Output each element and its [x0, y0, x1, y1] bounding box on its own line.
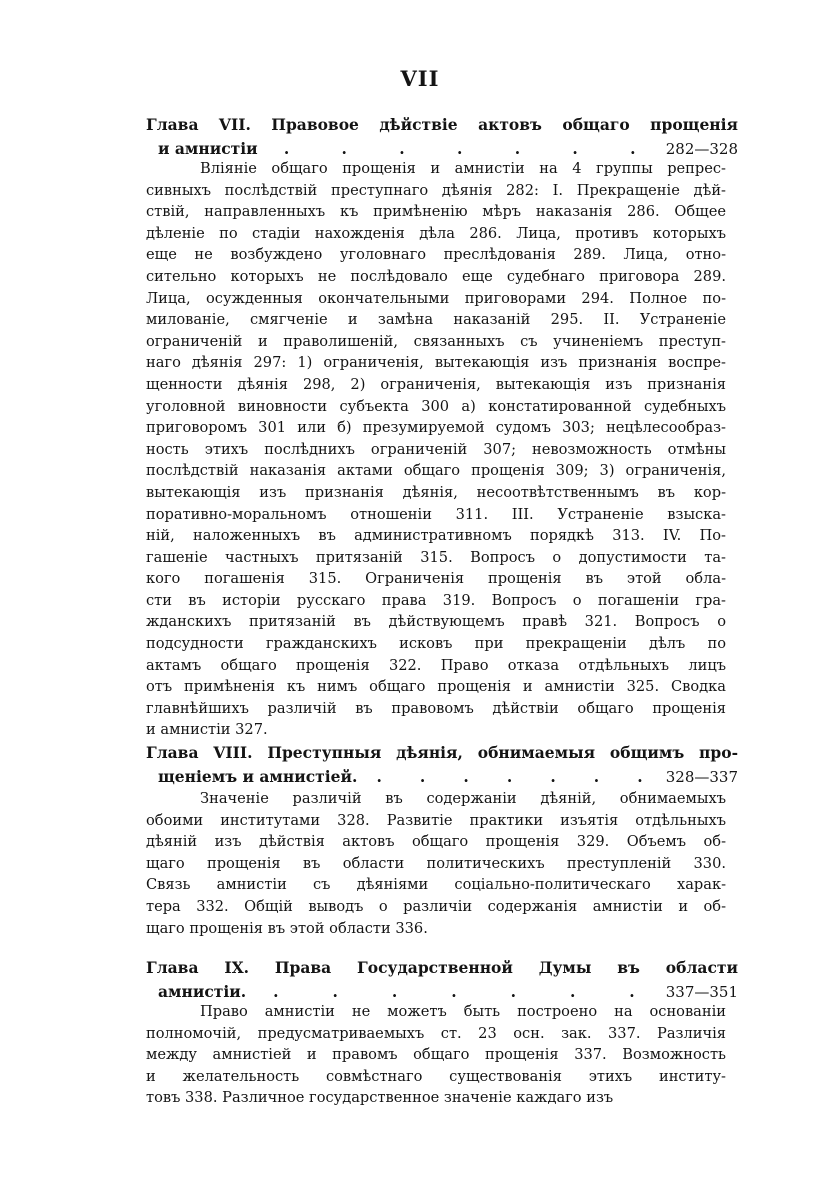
summary-line: дѣленіе по стадіи нахожденія дѣла 286. Лица, противъ которыхъ: [146, 224, 726, 242]
summary-line: наго дѣянія 297: 1) ограниченія, вытекающія изъ признанія воспре-: [146, 354, 726, 372]
dot-leader: . . . . . . .: [273, 982, 635, 1001]
summary-line: щаго прощенія въ этой области 336.: [146, 919, 428, 937]
summary-line: дѣяній изъ дѣйствія актовъ общаго прощенія 329. Объемъ об-: [146, 833, 726, 851]
summary-line: полномочій, предусматриваемыхъ ст. 23 осн. зак. 337. Различія: [146, 1024, 726, 1042]
summary-line: еще не возбуждено уголовнаго преслѣдованія 289. Лица, отно-: [146, 246, 726, 264]
chapter-summary: [146, 788, 726, 939]
chapter-summary: [146, 158, 726, 741]
summary-line: тера 332. Общій выводъ о различіи содержанія амнистіи и об-: [146, 897, 726, 915]
summary-line: сти въ исторіи русскаго права 319. Вопросъ о погашеніи гра-: [146, 591, 726, 609]
page-range: 328—337: [665, 768, 738, 786]
summary-line: щаго прощенія въ области политическихъ преступленій 330.: [146, 854, 726, 872]
page-folio: VII: [400, 66, 440, 91]
dot-leader: . . . . . . .: [283, 139, 636, 158]
summary-line: обоими институтами 328. Развитіе практики изъятія отдѣльныхъ: [146, 811, 726, 829]
chapter-title-tail: щеніемъ и амнистіей.: [158, 767, 358, 786]
chapter-summary: [146, 1001, 726, 1109]
summary-line: Вліяніе общаго прощенія и амнистіи на 4 группы репрес-: [200, 160, 726, 177]
chapter-title: Глава VII. Правовое дѣйствіе актовъ общаго прощенія: [146, 115, 738, 134]
summary-line: послѣдствій наказанія актами общаго прощенія 309; 3) ограниченія,: [146, 462, 726, 480]
summary-line: уголовной виновности субъекта 300 а) констатированной судебныхъ: [146, 397, 726, 415]
summary-line: сивныхъ послѣдствій преступнаго дѣянія 282: I. Прекращеніе дѣй-: [146, 181, 726, 199]
summary-line: Связь амнистіи съ дѣяніями соціально-политическаго харак-: [146, 876, 726, 894]
summary-line: поративно-моральномъ отношеніи 311. III. Устраненіе взыска-: [146, 505, 726, 523]
summary-line: Право амнистіи не можетъ быть построено на основаніи: [200, 1003, 726, 1020]
summary-line: и амнистіи 327.: [146, 721, 268, 739]
chapter-title-tail: амнистіи.: [158, 982, 247, 1001]
summary-line: приговоромъ 301 или б) презумируемой судомъ 303; нецѣлесообраз-: [146, 419, 726, 437]
summary-line: сительно которыхъ не послѣдовало еще судебнаго приговора 289.: [146, 267, 726, 285]
summary-line: подсудности гражданскихъ исковъ при прекращеніи дѣлъ по: [146, 635, 726, 653]
chapter-entry: [146, 956, 738, 1004]
page-range: 337—351: [665, 983, 738, 1001]
summary-line: главнѣйшихъ различій въ правовомъ дѣйствіи общаго прощенія: [146, 699, 726, 717]
summary-line: ограниченій и праволишеній, связанныхъ съ учиненіемъ преступ-: [146, 332, 726, 350]
summary-line: ность этихъ послѣднихъ ограниченій 307; невозможность отмѣны: [146, 440, 726, 458]
summary-line: ствій, направленныхъ къ примѣненію мѣръ наказанія 286. Общее: [146, 203, 726, 221]
dot-leader: . . . . . . .: [376, 767, 643, 786]
summary-line: Лица, осужденныя окончательными приговорами 294. Полное по-: [146, 289, 726, 307]
summary-line: щенности дѣянія 298, 2) ограниченія, вытекающія изъ признанія: [146, 375, 726, 393]
chapter-title: Глава VIII. Преступныя дѣянія, обнимаемыя общимъ про-: [146, 743, 738, 762]
summary-line: кого погашенія 315. Ограниченія прощенія въ этой обла-: [146, 570, 726, 588]
summary-line: ній, наложенныхъ въ административномъ порядкѣ 313. IV. По-: [146, 527, 726, 545]
summary-line: гашеніе частныхъ притязаній 315. Вопросъ о допустимости та-: [146, 548, 726, 566]
chapter-title: Глава IX. Права Государственной Думы въ области: [146, 958, 738, 977]
summary-line: между амнистіей и правомъ общаго прощенія 337. Возможность: [146, 1046, 726, 1064]
summary-line: отъ примѣненія къ нимъ общаго прощенія и амнистіи 325. Сводка: [146, 678, 726, 696]
summary-line: жданскихъ притязаній въ дѣйствующемъ правѣ 321. Вопросъ о: [146, 613, 726, 631]
summary-line: Значеніе различій въ содержаніи дѣяній, обнимаемыхъ: [200, 790, 726, 807]
summary-line: товъ 338. Различное государственное значеніе каждаго изъ: [146, 1089, 614, 1107]
summary-line: и желательность совмѣстнаго существованія этихъ институ-: [146, 1067, 726, 1085]
chapter-title-tail: и амнистіи: [158, 139, 258, 158]
chapter-entry: [146, 741, 738, 789]
summary-line: актамъ общаго прощенія 322. Право отказа отдѣльныхъ лицъ: [146, 656, 726, 674]
chapter-title-last-line: [146, 765, 738, 789]
summary-line: милованіе, смягченіе и замѣна наказаній 295. II. Устраненіе: [146, 311, 726, 329]
summary-line: вытекающія изъ признанія дѣянія, несоотвѣтственнымъ въ кор-: [146, 483, 726, 501]
page-range: 282—328: [665, 140, 738, 158]
chapter-entry: [146, 113, 738, 161]
